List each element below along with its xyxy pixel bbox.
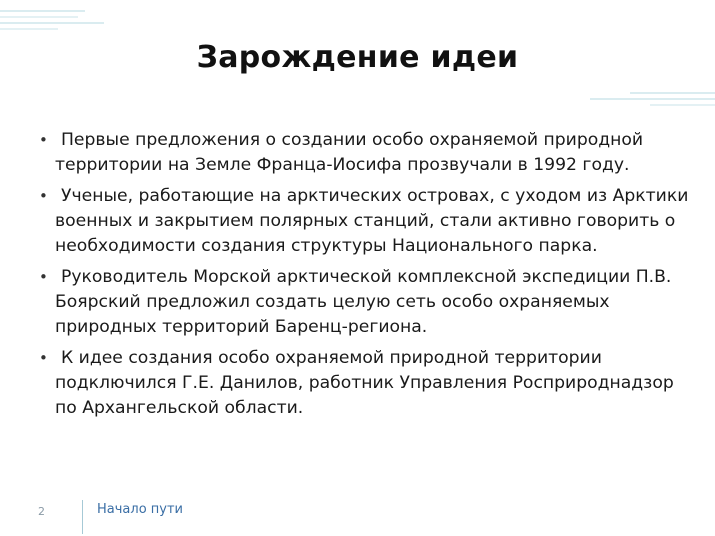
footer-section-title: Начало пути <box>97 502 183 517</box>
bullet-marker: • <box>39 187 48 205</box>
slide-title: Зарождение идеи <box>196 40 519 75</box>
bullet-marker: • <box>39 349 48 367</box>
bullet-item <box>37 128 697 178</box>
bullet-text: Ученые, работающие на арктических островах, с уходом из Арктики военных и закрытием полярных станций, стали активно говорить о необходимости создания структуры Национального парка. <box>55 186 689 256</box>
top-left-decorative-lines <box>0 0 110 40</box>
bullet-marker: • <box>39 268 48 286</box>
top-right-decorative-lines <box>590 88 715 110</box>
bullet-text: Первые предложения о создании особо охраняемой природной территории на Земле Франца-Иосифа прозвучали в 1992 году. <box>55 130 644 175</box>
bullet-item <box>37 184 697 259</box>
footer-divider <box>82 500 83 534</box>
page-number: 2 <box>38 505 45 518</box>
bullet-list <box>37 128 697 427</box>
bullet-text: К идее создания особо охраняемой природной территории подключился Г.Е. Данилов, работник Управления Росприроднадзор по Архангельской области. <box>55 348 674 418</box>
bullet-text: Руководитель Морской арктической комплексной экспедиции П.В. Боярский предложил создать целую сеть особо охраняемых природных территорий Баренц-региона. <box>55 267 672 337</box>
bullet-item <box>37 265 697 340</box>
bullet-marker: • <box>39 131 48 149</box>
bullet-item <box>37 346 697 421</box>
